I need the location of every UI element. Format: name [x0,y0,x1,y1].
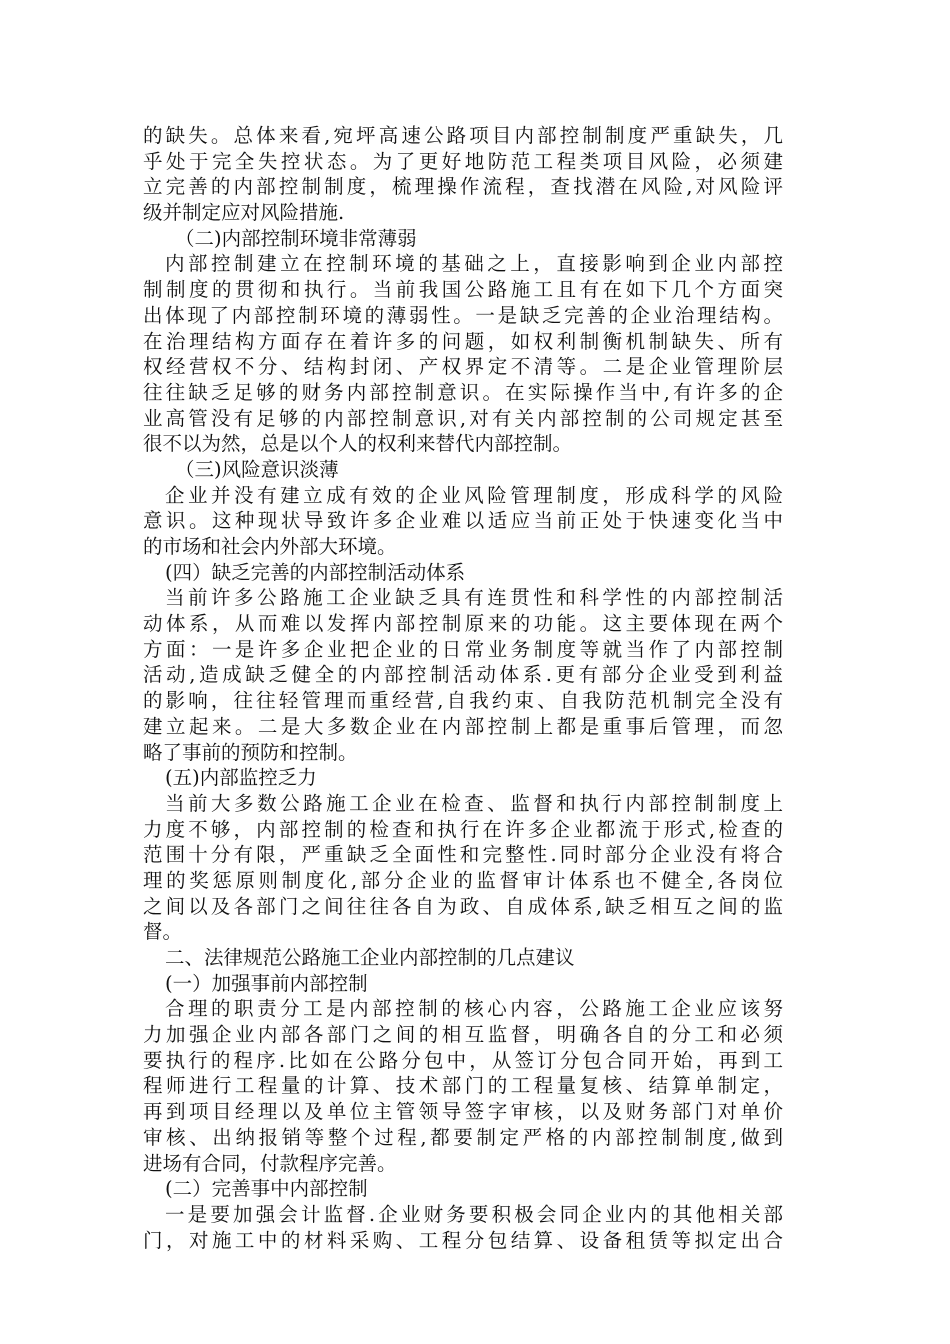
section-heading: (四）缺乏完善的内部控制活动体系 [165,560,466,584]
text-line: 企业并没有建立成有效的企业风险管理制度，形成科学的风险 [165,483,783,507]
text-line: 意识。这种现状导致许多企业难以适应当前正处于快速变化当中 [143,509,783,533]
section-heading: （二)内部控制环境非常薄弱 [175,226,417,250]
text-line: 督。 [143,920,183,944]
text-line: 方面：一是许多企业把企业的日常业务制度等就当作了内部控制 [143,637,783,661]
text-line: 立完善的内部控制制度，梳理操作流程，查找潜在风险,对风险评 [143,175,783,199]
text-line: 当前许多公路施工企业缺乏具有连贯性和科学性的内部控制活 [165,586,783,610]
text-line: 内部控制建立在控制环境的基础之上，直接影响到企业内部控 [165,252,783,276]
text-line: 活动,造成缺乏健全的内部控制活动体系.更有部分企业受到利益 [143,663,783,687]
section-heading: (二）完善事中内部控制 [165,1177,368,1201]
section-heading: （三)风险意识淡薄 [175,457,339,481]
text-line: 建立起来。二是大多数企业在内部控制上都是重事后管理，而忽 [143,714,783,738]
section-heading: (一）加强事前内部控制 [165,971,368,995]
text-line: 合理的职责分工是内部控制的核心内容，公路施工企业应该努 [165,997,783,1021]
text-line: 制制度的贯彻和执行。当前我国公路施工且有在如下几个方面突 [143,278,783,302]
text-line: 要执行的程序.比如在公路分包中，从签订分包合同开始，再到工 [143,1048,783,1072]
section-heading: 二、法律规范公路施工企业内部控制的几点建议 [165,946,575,969]
text-line: 很不以为然，总是以个人的权利来替代内部控制。 [143,432,573,456]
text-line: 程师进行工程量的计算、技术部门的工程量复核、结算单制定， [143,1074,783,1098]
text-line: 业高管没有足够的内部控制意识,对有关内部控制的公司规定甚至 [143,406,783,430]
text-line: 往往缺乏足够的财务内部控制意识。在实际操作当中,有许多的企 [143,380,783,404]
text-line: 范围十分有限，严重缺乏全面性和完整性.同时部分企业没有将合 [143,843,783,867]
text-line: 动体系，从而难以发挥内部控制原来的功能。这主要体现在两个 [143,612,783,636]
text-line: 再到项目经理以及单位主管领导签字审核，以及财务部门对单价 [143,1100,783,1124]
text-line: 之间以及各部门之间往往各自为政、自成体系,缺乏相互之间的监 [143,894,783,918]
text-line: 力加强企业内部各部门之间的相互监督，明确各自的分工和必须 [143,1023,783,1047]
text-line: 乎处于完全失控状态。为了更好地防范工程类项目风险，必须建 [143,149,783,173]
text-line: 级并制定应对风险措施. [143,201,345,225]
text-line: 略了事前的预防和控制。 [143,740,358,764]
document-body [143,123,783,1253]
text-line: 审核、出纳报销等整个过程,都要制定严格的内部控制制度,做到 [143,1125,783,1149]
text-line: 的影响，往往轻管理而重经营,自我约束、自我防范机制完全没有 [143,689,783,713]
text-line: 进场有合同，付款程序完善。 [143,1151,397,1175]
text-line: 理的奖惩原则制度化,部分企业的监督审计体系也不健全,各岗位 [143,868,783,892]
text-line: 力度不够，内部控制的检查和执行在许多企业都流于形式,检查的 [143,817,783,841]
text-line: 门，对施工中的材料采购、工程分包结算、设备租赁等拟定出合 [143,1228,783,1252]
text-line: 当前大多数公路施工企业在检查、监督和执行内部控制制度上 [165,791,783,815]
section-heading: (五)内部监控乏力 [165,766,317,790]
text-line: 权经营权不分、结构封闭、产权界定不清等。二是企业管理阶层 [143,355,783,379]
text-line: 一是要加强会计监督.企业财务要积极会同企业内的其他相关部 [165,1202,783,1226]
text-line: 出体现了内部控制环境的薄弱性。一是缺乏完善的企业治理结构。 [143,303,783,327]
text-line: 的市场和社会内外部大环境。 [143,535,397,558]
text-line: 的缺失。总体来看,宛坪高速公路项目内部控制制度严重缺失，几 [143,124,783,147]
text-line: 在治理结构方面存在着许多的问题，如权利制衡机制缺失、所有 [143,329,783,353]
